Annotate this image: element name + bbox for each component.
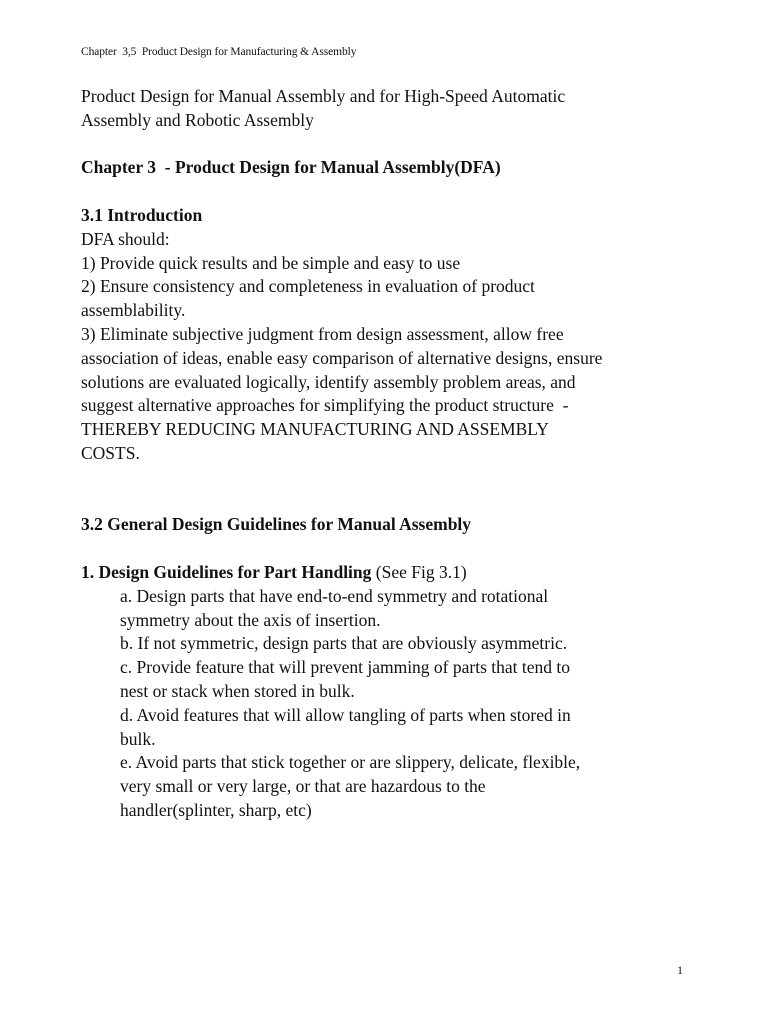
list-item-line: THEREBY REDUCING MANUFACTURING AND ASSEMBLY [81,419,549,440]
main-title [81,85,701,133]
guideline-item-line: bulk. [120,728,156,749]
guideline-item-line: c. Provide feature that will prevent jamming of parts that tend to [120,657,571,678]
document-body [81,85,701,823]
section-heading: 3.2 General Design Guidelines for Manual Assembly [81,514,472,535]
guideline-items [81,585,701,823]
guideline-item-line: handler(splinter, sharp, etc) [120,799,312,820]
guideline-item-b [120,632,701,656]
list-item-line: solutions are evaluated logically, identify assembly problem areas, and [81,371,576,392]
guideline-item-d [120,704,701,752]
page-number: 1 [677,963,683,977]
running-header: Chapter 3,5 Product Design for Manufacturing & Assembly [81,46,357,58]
section-heading: 3.1 Introduction [81,204,203,225]
guideline-item-line: a. Design parts that have end-to-end symmetry and rotational [120,585,549,606]
guideline-item-e [120,751,701,822]
guideline-item-a [120,585,701,633]
guideline-item-line: e. Avoid parts that stick together or are slippery, delicate, flexible, [120,752,581,773]
list-item-1: 1) Provide quick results and be simple and easy to use [81,252,461,273]
guideline-figure-ref: (See Fig 3.1) [371,561,467,582]
list-item-line: assemblability. [81,300,186,321]
guideline-item-line: very small or very large, or that are hazardous to the [120,776,486,797]
guideline-title: 1. Design Guidelines for Part Handling [81,561,372,582]
section-3-2 [81,513,701,822]
section-3-1 [81,204,701,466]
list-item-line: suggest alternative approaches for simplifying the product structure - [81,395,569,416]
list-item-3 [81,323,701,466]
guideline-item-line: d. Avoid features that will allow tangling of parts when stored in [120,704,571,725]
main-title-line: Assembly and Robotic Assembly [81,109,314,130]
guideline-item-line: nest or stack when stored in bulk. [120,680,355,701]
guideline-item-line: b. If not symmetric, design parts that are obviously asymmetric. [120,633,568,654]
guideline-item-line: symmetry about the axis of insertion. [120,609,381,630]
list-item-line: 2) Ensure consistency and completeness in evaluation of product [81,276,535,297]
chapter-heading: Chapter 3 - Product Design for Manual Assembly(DFA) [81,157,501,178]
main-title-line: Product Design for Manual Assembly and for High-Speed Automatic [81,86,566,106]
list-item-line: 3) Eliminate subjective judgment from design assessment, allow free [81,323,564,344]
list-item-line: association of ideas, enable easy comparison of alternative designs, ensure [81,347,603,368]
section-lead: DFA should: [81,228,170,249]
guideline-heading [81,561,701,585]
list-item-2 [81,275,701,323]
list-item-line: COSTS. [81,442,140,463]
guideline-item-c [120,656,701,704]
